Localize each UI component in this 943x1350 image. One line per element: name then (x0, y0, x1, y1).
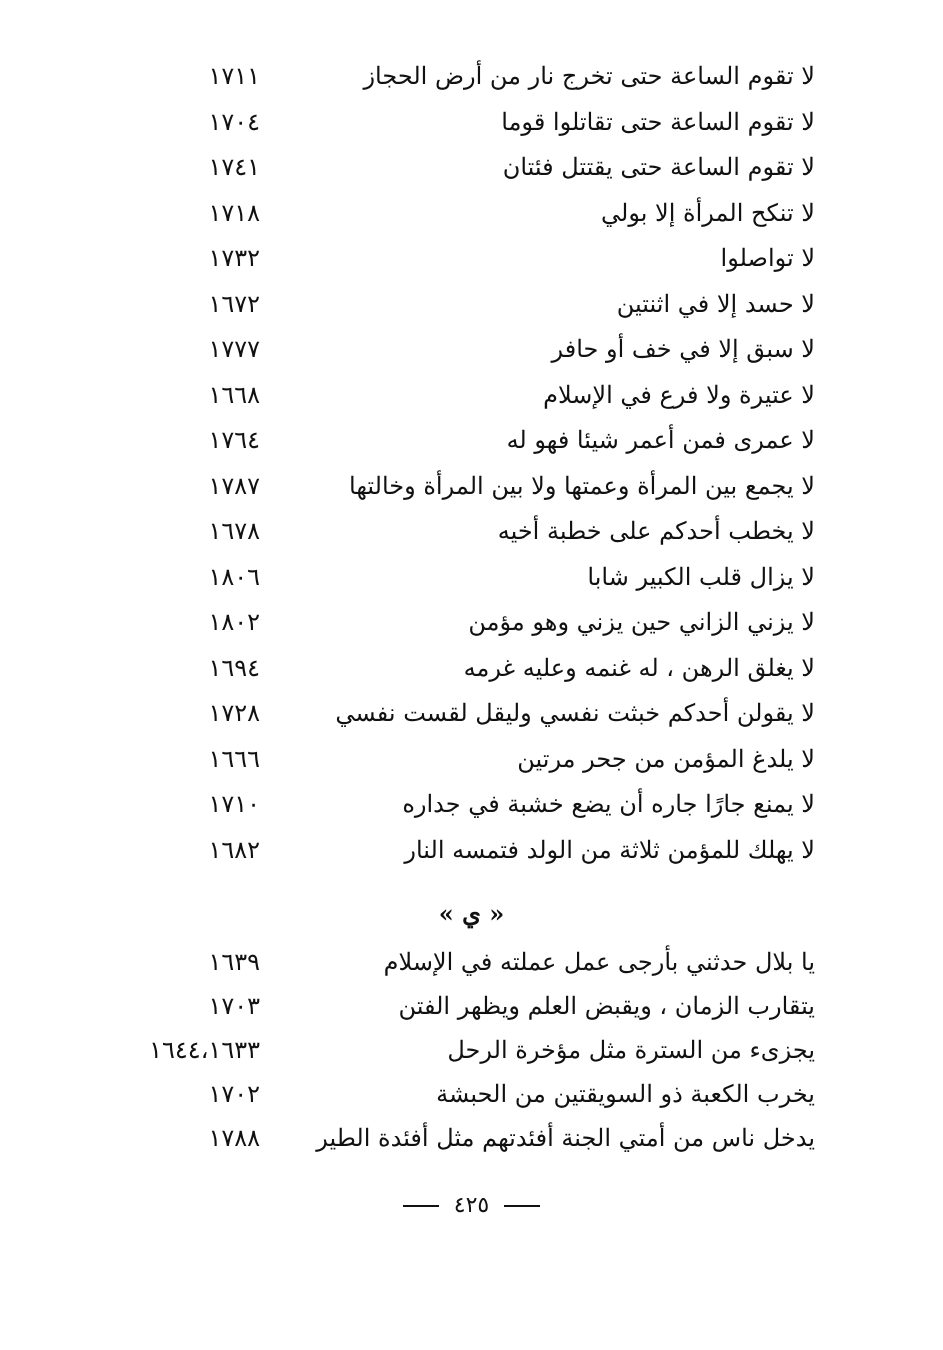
list-item (0, 193, 943, 239)
list-item (0, 329, 943, 375)
hadith-reference: ١٦٣٩ (208, 948, 260, 976)
list-item (0, 693, 943, 739)
list-item (0, 1118, 943, 1162)
hadith-text: لا تقوم الساعة حتى تخرج نار من أرض الحجاز (363, 62, 815, 90)
list-item (0, 147, 943, 193)
hadith-text: يتقارب الزمان ، ويقبض العلم ويظهر الفتن (398, 992, 815, 1020)
hadith-reference: ١٧٠٤ (208, 107, 260, 136)
hadith-reference: ١٦٦٨ (208, 380, 260, 409)
hadith-reference: ١٦٧٢ (208, 289, 260, 318)
list-item (0, 602, 943, 648)
entries-list-la (0, 56, 943, 875)
hadith-reference: ١٧٧٧ (208, 335, 260, 363)
list-item (0, 557, 943, 603)
hadith-text: يخرب الكعبة ذو السويقتين من الحبشة (436, 1080, 815, 1108)
page-number-dash (403, 1205, 439, 1207)
hadith-reference: ١٧٨٨ (208, 1124, 260, 1152)
list-item (0, 830, 943, 876)
hadith-text: لا يزني الزاني حين يزني وهو مؤمن (468, 608, 815, 636)
list-item (0, 1030, 943, 1074)
hadith-reference: ١٧١٨ (208, 198, 260, 227)
hadith-text: لا سبق إلا في خف أو حافر (551, 335, 815, 363)
list-item (0, 420, 943, 466)
list-item (0, 284, 943, 330)
list-item (0, 466, 943, 512)
hadith-text: لا تقوم الساعة حتى يقتتل فئتان (502, 153, 815, 181)
list-item (0, 1074, 943, 1118)
hadith-text: لا تواصلوا (720, 244, 815, 272)
page-number-value: ٤٢٥ (453, 1193, 490, 1218)
hadith-text: لا عمرى فمن أعمر شيئا فهو له (506, 426, 815, 454)
hadith-reference: ١٧٦٤ (208, 426, 260, 454)
hadith-text: لا تقوم الساعة حتى تقاتلوا قوما (501, 107, 815, 136)
hadith-text: لا يخطب أحدكم على خطبة أخيه (497, 517, 815, 545)
hadith-reference: ١٧٠٢ (208, 1080, 260, 1108)
hadith-text: يا بلال حدثني بأرجى عمل عملته في الإسلام (383, 948, 815, 976)
hadith-reference: ١٨٠٢ (208, 608, 260, 636)
hadith-reference: ١٧١٠ (208, 790, 260, 818)
hadith-text: لا تنكح المرأة إلا بولي (601, 198, 815, 227)
list-item (0, 942, 943, 986)
section-heading: « ي » (438, 899, 505, 928)
page-number-dash (504, 1205, 540, 1207)
hadith-text: لا يمنع جارًا جاره أن يضع خشبة في جداره (402, 790, 815, 818)
hadith-reference: ١٦٩٤ (208, 653, 260, 682)
hadith-reference: ١٨٠٦ (208, 562, 260, 591)
list-item (0, 102, 943, 148)
hadith-reference: ١٧٣٢ (208, 244, 260, 272)
list-item (0, 784, 943, 830)
list-item (0, 375, 943, 421)
list-item (0, 56, 943, 102)
entries-list-ya (0, 942, 943, 1162)
hadith-text: لا يزال قلب الكبير شابا (587, 562, 815, 591)
list-item (0, 511, 943, 557)
hadith-text: لا يهلك للمؤمن ثلاثة من الولد فتمسه النار (404, 835, 815, 864)
hadith-reference: ١٦٨٢ (208, 835, 260, 864)
list-item (0, 648, 943, 694)
hadith-text: لا يغلق الرهن ، له غنمه وعليه غرمه (463, 653, 815, 682)
hadith-reference: ١٦٦٦ (208, 744, 260, 773)
hadith-reference: ١٧٠٣ (208, 992, 260, 1020)
hadith-reference: ١٧١١ (208, 62, 260, 90)
list-item (0, 739, 943, 785)
hadith-reference: ١٦٧٨ (208, 517, 260, 545)
hadith-reference: ١٧٤١ (208, 153, 260, 181)
hadith-text: لا عتيرة ولا فرع في الإسلام (543, 380, 815, 409)
hadith-text: يدخل ناس من أمتي الجنة أفئدتهم مثل أفئدة الطير (316, 1124, 815, 1152)
hadith-text: لا يلدغ المؤمن من جحر مرتين (517, 744, 815, 773)
list-item (0, 986, 943, 1030)
hadith-reference: ١٧٢٨ (208, 699, 260, 727)
hadith-reference: ١٦٤٤،١٦٣٣ (149, 1036, 260, 1064)
list-item (0, 238, 943, 284)
hadith-text: يجزىء من السترة مثل مؤخرة الرحل (447, 1036, 815, 1064)
hadith-text: لا يقولن أحدكم خبثت نفسي وليقل لقست نفسي (335, 699, 815, 727)
hadith-text: لا حسد إلا في اثنتين (616, 289, 815, 318)
hadith-text: لا يجمع بين المرأة وعمتها ولا بين المرأة وخالتها (349, 471, 815, 500)
page-number (0, 1188, 943, 1224)
hadith-reference: ١٧٨٧ (208, 471, 260, 500)
